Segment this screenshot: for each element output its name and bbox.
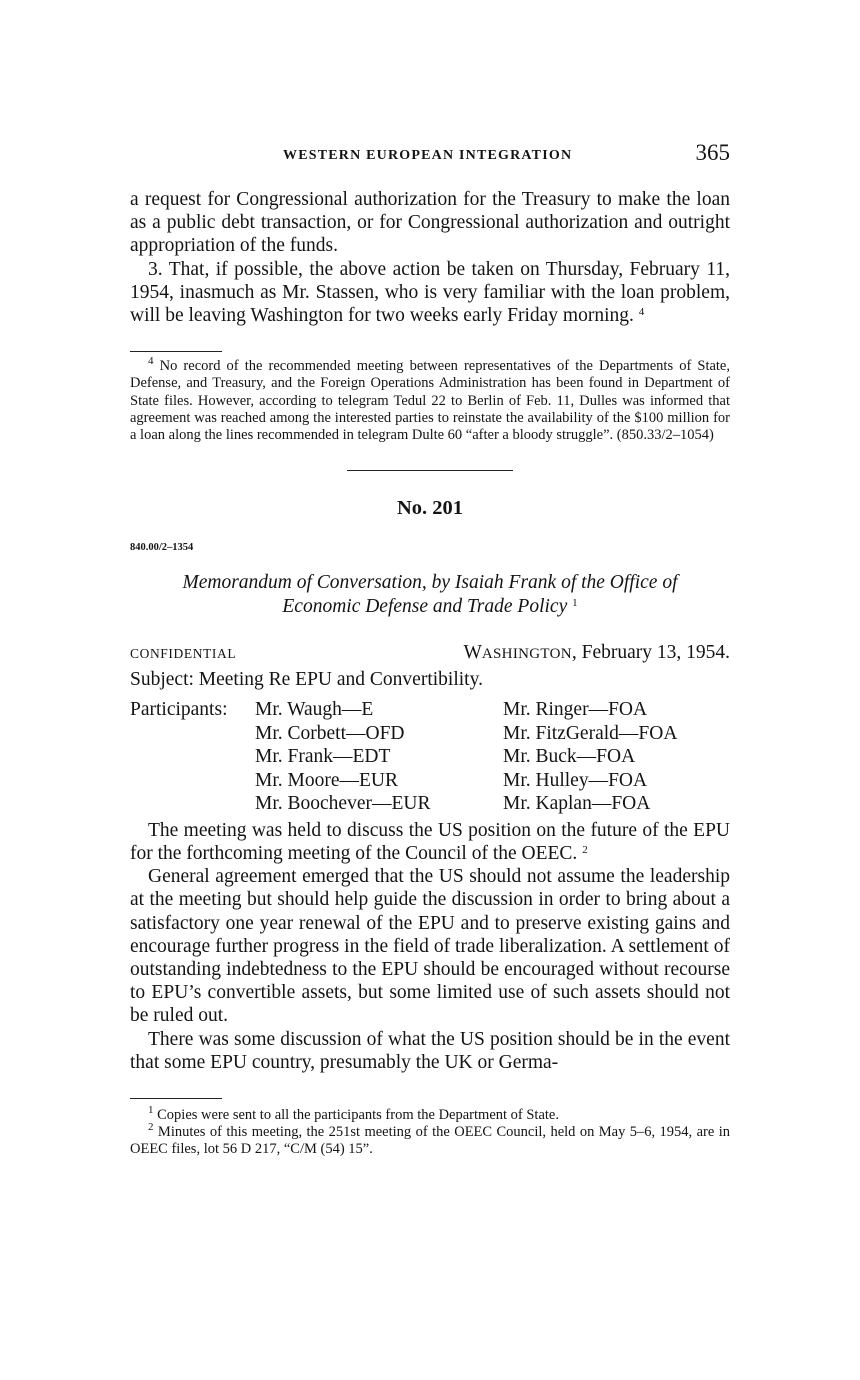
memo-paragraph-2: General agreement emerged that the US should not assume the leadership at the meeting but should help guide the discussion in order to bring about a satisfactory one year renewal of the EPU and to preserve existing gains and encourage further progress in the field of trade liberalization. A settlement of outstanding indebtedness to the EPU should be encouraged without recourse to EPU’s convertible assets, but some limited use of such assets should not be ruled out. [130,866,730,1027]
continued-paragraph: a request for Congressional authorization for the Treasury to make the loan as a public debt transaction, or for Congressional authorization and outright appropriation of the funds. [130,189,730,257]
document-number: No. 201 [396,497,464,520]
subject-line: Subject: Meeting Re EPU and Convertibility. [130,669,483,691]
classification-dateline-row [130,642,730,664]
participant: Mr. Boochever—EUR [255,793,431,815]
memo-paragraph-1: The meeting was held to discuss the US position on the future of the EPU for the forthcoming meeting of the Council of the OEEC. $^2$ [130,819,730,864]
footnote-ref-4[interactable]: 4 [638,306,645,319]
footnote-rule [130,351,222,352]
recommendation-3-paragraph: 3. That, if possible, the above action be taken on Thursday, February 11, 1954, inasmuch as Mr. Stassen, who is very familiar with the loan problem, will be leaving Washington for two weeks early Friday morning. $^4$ [130,258,730,327]
participant: Mr. Hulley—FOA [503,769,648,791]
dateline: WASHINGTON, February 13, 1954. [463,642,730,664]
participants-list [130,698,730,816]
participant: Mr. Ringer—FOA [503,699,648,721]
participant: Mr. FitzGerald—FOA [503,722,678,744]
running-head [130,140,730,174]
participants-column-left [255,698,503,816]
classification: CONFIDENTIAL [130,646,237,662]
page-number: 365 [695,140,730,165]
footnote-1: $^1$ Copies were sent to all the participants from the Department of State. [148,1103,559,1123]
document-page [130,140,730,1159]
footnote-ref-2[interactable]: 2 [582,843,588,856]
file-number: 840.00/2–1354 [130,542,194,554]
participants-label: Participants: [130,699,228,721]
participant: Mr. Corbett—OFD [255,722,405,744]
footnote-rule [130,1098,222,1099]
document-title: Memorandum of Conversation, by Isaiah Frank of the Office of Economic Defense and Trade Policy $^1$ [182,572,678,617]
running-title: WESTERN EUROPEAN INTEGRATION [283,148,573,163]
participant: Mr. Frank—EDT [255,746,391,768]
footnote-4: $^4$ No record of the recommended meeting between representatives of the Departments of State, Defense, and Treasury, and the Foreign Operations Administration has been found in Department of State files. However, according to telegram Tedul 22 to Berlin of Feb. 11, Dulles was informed that agreement was reached among the interested parties to reinstate the availability of the $100 million for a loan along the lines recommended in telegram Dulte 60 “after a bloody struggle”. (850.33/2–1054) [130,355,730,444]
document-separator [347,470,513,471]
participant: Mr. Moore—EUR [255,769,398,791]
participant: Mr. Waugh—E [255,699,374,721]
participant: Mr. Buck—FOA [503,746,636,768]
participants-column-right [503,698,730,816]
participant: Mr. Kaplan—FOA [503,793,651,815]
footnote-2: $^2$ Minutes of this meeting, the 251st meeting of the OEEC Council, held on May 5–6, 1954, are in OEEC files, lot 56 D 217, “C/M (54) 15”. [130,1121,730,1158]
footnote-ref-1[interactable]: 1 [572,596,578,609]
memo-paragraph-3: There was some discussion of what the US position should be in the event that some EPU country, presumably the UK or Germa- [130,1028,730,1073]
